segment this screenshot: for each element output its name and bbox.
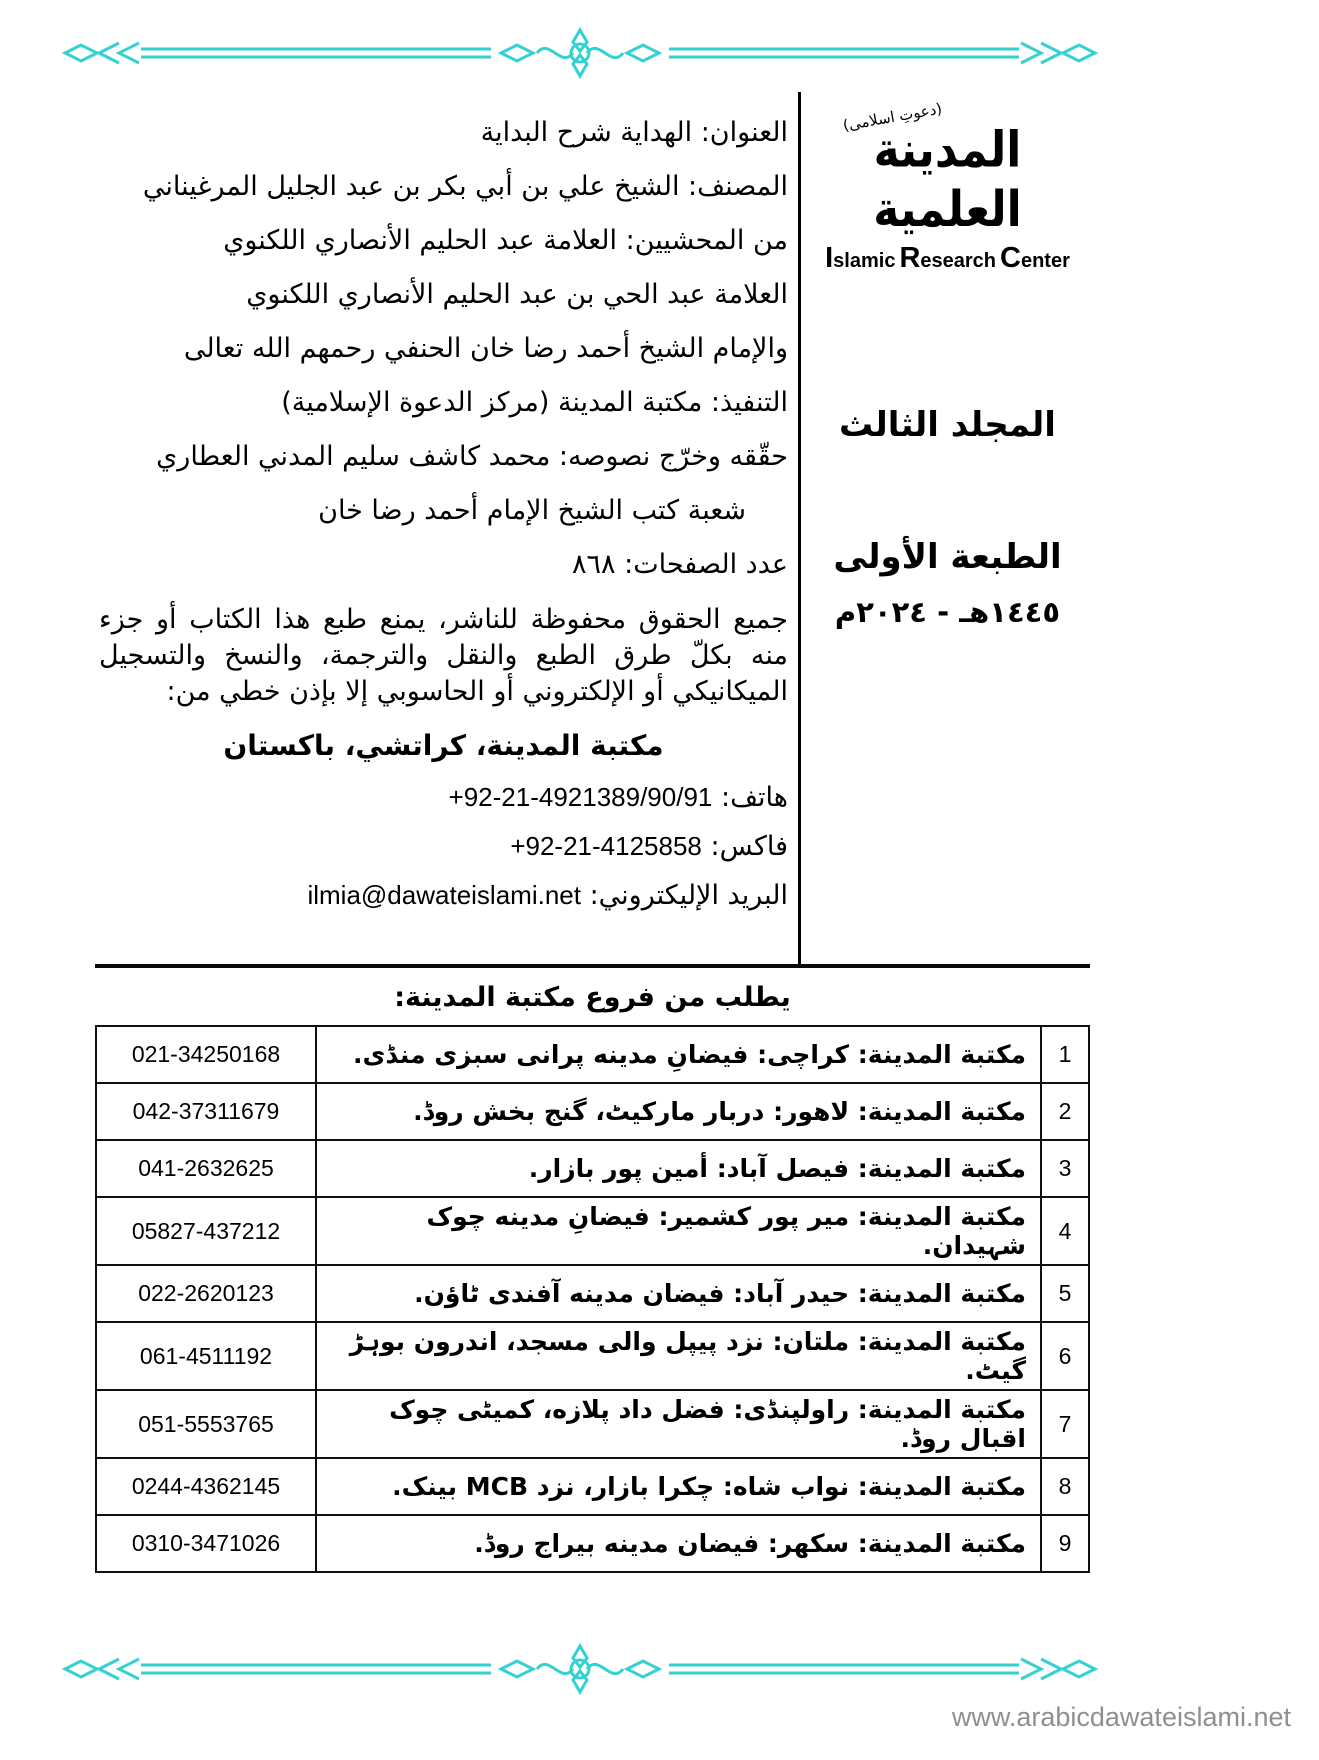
branch-row [96, 1026, 1089, 1083]
ornament-bottom-border [55, 1640, 1105, 1698]
year-label: ١٤٤٥هـ - ٢٠٢٤م [834, 594, 1061, 629]
branch-serial: 6 [1041, 1322, 1089, 1390]
copyright-paragraph: جميع الحقوق محفوظة للناشر، يمنع طبع هذا الكتاب أو جزء منه بكلّ طرق الطبع والنقل والترجمة، والنسخ والتسجيل الميكانيكي أو الإلكتروني أو الحاسوبي إلا بإذن خطي من: [99, 604, 788, 708]
branch-serial: 8 [1041, 1458, 1089, 1515]
branch-desc: مكتبة المدينة: راولپنڈى: فضل داد پلازه، كميٹى چوک اقبال روڈ. [316, 1390, 1041, 1458]
email-label: البريد الإليكتروني: [589, 879, 788, 911]
logo-org-name [811, 242, 1084, 275]
logo-calligraphy: المدينة العلمية [873, 121, 1022, 238]
branch-phone: 021-34250168 [96, 1026, 316, 1083]
branch-phone: 042-37311679 [96, 1083, 316, 1140]
irc-logo [811, 99, 1084, 275]
volume-label: المجلد الثالث [839, 404, 1056, 445]
branch-row [96, 1390, 1089, 1458]
branch-phone: 05827-437212 [96, 1197, 316, 1265]
branch-desc: مكتبة المدينة: حيدر آباد: فيضان مدينه آفندى ٹاؤن. [316, 1265, 1041, 1322]
branch-serial: 1 [1041, 1026, 1089, 1083]
fax-label: فاكس: [710, 830, 788, 862]
annotators-line-2: العلامة عبد الحي بن عبد الحليم الأنصاري اللكنوي [246, 279, 788, 311]
branch-phone: 041-2632625 [96, 1140, 316, 1197]
editor-line: حقّقه وخرّج نصوصه: محمد كاشف سليم المدني العطاري [156, 441, 788, 473]
branch-serial: 7 [1041, 1390, 1089, 1458]
producer-line: التنفيذ: مكتبة المدينة (مركز الدعوة الإسلامية) [281, 387, 788, 419]
page-body [95, 92, 1090, 1573]
branch-serial: 5 [1041, 1265, 1089, 1322]
phone-value: +92-21-4921389/90/91 [448, 781, 713, 812]
branch-serial: 2 [1041, 1083, 1089, 1140]
branch-desc: مكتبة المدينة: لاهور: دربار ماركيٹ، گنج بخش روڈ. [316, 1083, 1041, 1140]
branch-desc: مكتبة المدينة: نواب شاه: چكرا بازار، نزد MCB بينک. [316, 1458, 1041, 1515]
book-title-line: العنوان: الهداية شرح البداية [480, 117, 788, 148]
phone-line [99, 782, 788, 813]
annotators-line-1: من المحشيين: العلامة عبد الحليم الأنصاري اللكنوي [223, 225, 788, 257]
logo-org-word-3: Center [1000, 241, 1070, 274]
branch-phone: 051-5553765 [96, 1390, 316, 1458]
branches-heading: يطلب من فروع مكتبة المدينة: [394, 982, 791, 1013]
branch-row [96, 1515, 1089, 1572]
branch-serial: 4 [1041, 1197, 1089, 1265]
branch-row [96, 1083, 1089, 1140]
branch-row [96, 1458, 1089, 1515]
website-url: www.arabicdawateislami.net [951, 1702, 1291, 1732]
publisher-column [798, 92, 1090, 964]
branch-phone: 0244-4362145 [96, 1458, 316, 1515]
email-line [99, 880, 788, 911]
edition-label: الطبعة الأولى [833, 536, 1062, 577]
page-count-line: عدد الصفحات: ٨٦٨ [572, 549, 788, 581]
branch-desc: مكتبة المدينة: ملتان: نزد پيپل والى مسجد، اندرون بوہڑ گيٹ. [316, 1322, 1041, 1390]
branch-phone: 061-4511192 [96, 1322, 316, 1390]
logo-org-word-2: Research [899, 241, 997, 274]
branch-desc: مكتبة المدينة: سكهر: فيضان مدينه بيراج روڈ. [316, 1515, 1041, 1572]
branch-row [96, 1265, 1089, 1322]
publisher-name: مكتبة المدينة، كراتشي، باكستان [223, 728, 664, 762]
branch-row [96, 1322, 1089, 1390]
book-author-line: المصنف: الشيخ علي بن أبي بكر بن عبد الجليل المرغيناني [142, 171, 788, 203]
logo-script-note: (دعوتِ اسلامی) [841, 99, 944, 135]
annotators-line-3: والإمام الشيخ أحمد رضا خان الحنفي رحمهم الله تعالى [183, 333, 788, 365]
horizontal-rule [95, 964, 1090, 968]
ornament-top-border [55, 24, 1105, 82]
branch-desc: مكتبة المدينة: فيصل آباد: أمين پور بازار. [316, 1140, 1041, 1197]
branch-row [96, 1197, 1089, 1265]
branches-table [95, 1025, 1090, 1573]
fax-value: +92-21-4125858 [510, 830, 702, 861]
branch-row [96, 1140, 1089, 1197]
phone-label: هاتف: [720, 781, 788, 813]
branch-desc: مكتبة المدينة: مير پور كشمير: فيضانِ مدينه چوک شہيدان. [316, 1197, 1041, 1265]
fax-line [99, 831, 788, 862]
logo-org-word-1: Islamic [825, 241, 896, 274]
branch-desc: مكتبة المدينة: كراچى: فيضانِ مدينه پرانى سبزى منڈى. [316, 1026, 1041, 1083]
branch-phone: 022-2620123 [96, 1265, 316, 1322]
branch-serial: 9 [1041, 1515, 1089, 1572]
branch-phone: 0310-3471026 [96, 1515, 316, 1572]
email-value: ilmia@dawateislami.net [307, 879, 581, 910]
book-info-column [95, 92, 798, 964]
department-line: شعبة كتب الشيخ الإمام أحمد رضا خان [318, 495, 746, 527]
branch-serial: 3 [1041, 1140, 1089, 1197]
title-columns [95, 92, 1090, 964]
